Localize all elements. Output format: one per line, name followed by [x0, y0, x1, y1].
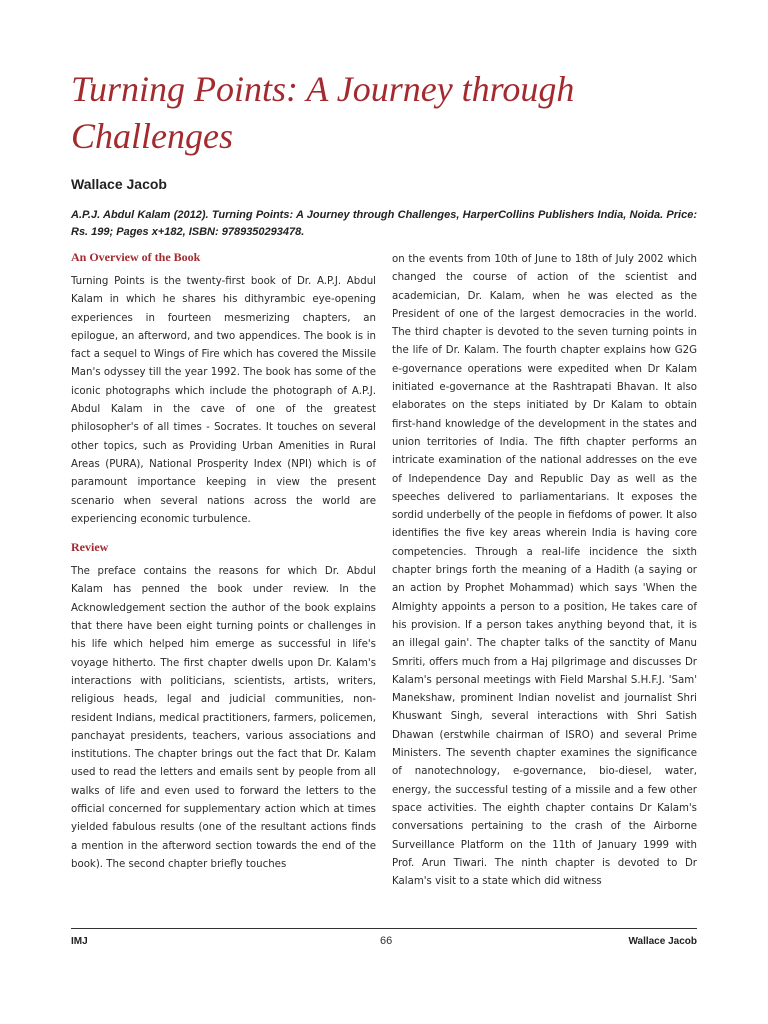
overview-paragraph: Turning Points is the twenty-first book of Dr. A.P.J. Abdul Kalam in which he shares his dithyrambic eye-opening experiences in fourteen mesmerizing chapters, an epilogue, an afterword, and two appendices. The book is in fact a sequel to Wings of Fire which has covered the Missile Man's odyssey till the year 1992. The book has some of the iconic photographs which include the photograph of A.P.J. Abdul Kalam in the cave of one of the greatest philosopher's of all times - Socrates. It touches on several other topics, such as Providing Urban Amenities in Rural Areas (PURA), National Prosperity Index (NPI) which is of paramount importance keeping in view the present scenario when several nations across the world are experiencing economic turbulence.: [71, 276, 376, 525]
review-heading: Review: [71, 540, 109, 555]
book-citation: A.P.J. Abdul Kalam (2012). Turning Points: A Journey through Challenges, HarperCollins Publishers India, Noida. Price: Rs. 199; Pages x+182, ISBN: 9789350293478.: [71, 209, 697, 238]
footer-author: Wallace Jacob: [628, 936, 697, 947]
review-continued-paragraph: on the events from 10th of June to 18th of July 2002 which changed the course of action of the scientist and academician, Dr. Kalam, when he was elected as the President of one of the largest democracies in the world. The third chapter is devoted to the seven turning points in the life of Dr. Kalam. The fourth chapter explains how G2G e-governance operations were expedited when Dr Kalam initiated e-governance at the Rashtrapati Bhavan. It also elaborates on the steps initiated by Dr Kalam to obtain first-hand knowledge of the development in the states and union territories of India. The fifth chapter performs an intricate examination of the national addresses on the eve of Independence Day and Republic Day as well as the speeches delivered to parliamentarians. It exposes the sordid underbelly of the people in fiefdoms of power. It also identifies the five key areas wherein India is having core competencies. Through a real-life incidence the sixth chapter brings forth the meaning of a Hadith (a saying or an action by Prophet Mohammad) which says 'When the Almighty appoints a person to a position, He takes care of his provision. If a person takes anything beyond that, it is an illegal gain'. The chapter talks of the sanctity of Manu Smriti, offers much from a Haj pilgrimage and discusses Dr Kalam's personal meetings with Field Marshal S.H.F.J. 'Sam' Manekshaw, prominent Indian novelist and journalist Shri Khuswant Singh, several interactions with Shri Satish Dhawan (erstwhile chairman of ISRO) and several Prime Ministers. The seventh chapter examines the significance of nanotechnology, e-governance, bio-diesel, water, energy, the successful testing of a missile and a few other space activities. The eighth chapter contains Dr Kalam's conversations pertaining to the crash of the Airborne Surveillance Platform on the 11th of January 1999 with Prof. Arun Tiwari. The ninth chapter is devoted to Dr Kalam's visit to a state which did witness: [392, 254, 697, 888]
review-paragraph: The preface contains the reasons for which Dr. Abdul Kalam has penned the book under review. In the Acknowledgement section the author of the book explains that there have been eight turning points or challenges in his life which helped him emerge as successful in life's voyage hitherto. The first chapter dwells upon Dr. Kalam's interactions with politicians, scientists, artists, writers, religious heads, legal and judicial communities, non-resident Indians, medical practitioners, farmers, policemen, panchayat presidents, teachers, various associations and institutions. The chapter brings out the fact that Dr. Kalam used to read the letters and emails sent by people from all walks of life and even used to forward the letters to the official concerned for supplementary action which at times yielded fabulous results (one of the resultant actions finds a mention in the afterword section towards the end of the book). The second chapter briefly touches: [71, 566, 376, 870]
left-column: [71, 249, 376, 874]
footer-divider: [71, 928, 697, 929]
author-name: Wallace Jacob: [71, 176, 167, 192]
right-column: [392, 251, 697, 891]
article-title: Turning Points: A Journey through Challenges: [71, 69, 575, 156]
overview-heading: An Overview of the Book: [71, 250, 201, 264]
footer-journal: IMJ: [71, 936, 88, 947]
page-number: 66: [380, 935, 393, 947]
